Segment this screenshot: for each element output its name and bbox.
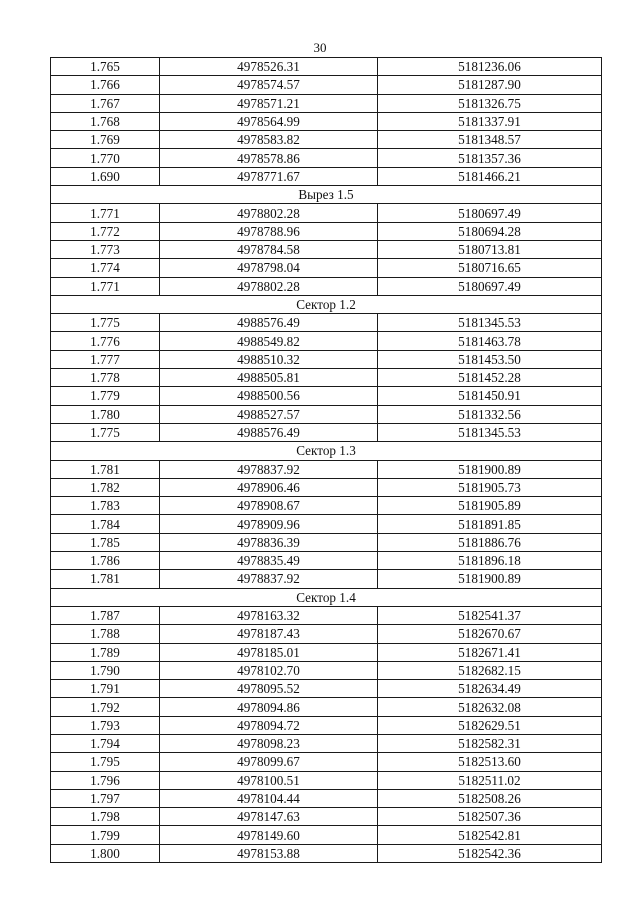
x-coordinate-cell: 4978909.96 — [160, 515, 378, 533]
point-id-cell: 1.783 — [51, 497, 160, 515]
y-coordinate-cell: 5181905.73 — [378, 478, 602, 496]
x-coordinate-cell: 4978147.63 — [160, 808, 378, 826]
point-id-cell: 1.771 — [51, 204, 160, 222]
x-coordinate-cell: 4978908.67 — [160, 497, 378, 515]
y-coordinate-cell: 5181345.53 — [378, 423, 602, 441]
page-number: 30 — [313, 40, 327, 55]
table-row — [51, 204, 602, 222]
table-row — [51, 94, 602, 112]
x-coordinate-cell: 4978802.28 — [160, 277, 378, 295]
x-coordinate-cell: 4978583.82 — [160, 131, 378, 149]
y-coordinate-cell: 5182671.41 — [378, 643, 602, 661]
coordinates-table-body — [51, 58, 602, 863]
table-row — [51, 515, 602, 533]
x-coordinate-cell: 4988510.32 — [160, 350, 378, 368]
point-id-cell: 1.779 — [51, 387, 160, 405]
point-id-cell: 1.798 — [51, 808, 160, 826]
table-row — [51, 844, 602, 862]
point-id-cell: 1.800 — [51, 844, 160, 862]
x-coordinate-cell: 4978526.31 — [160, 58, 378, 76]
point-id-cell: 1.785 — [51, 533, 160, 551]
point-id-cell: 1.770 — [51, 149, 160, 167]
point-id-cell: 1.794 — [51, 734, 160, 752]
y-coordinate-cell: 5182632.08 — [378, 698, 602, 716]
table-row — [51, 131, 602, 149]
table-row — [51, 277, 602, 295]
x-coordinate-cell: 4988576.49 — [160, 314, 378, 332]
y-coordinate-cell: 5182541.37 — [378, 606, 602, 624]
section-title: Сектор 1.3 — [51, 442, 602, 460]
table-row — [51, 167, 602, 185]
x-coordinate-cell: 4978099.67 — [160, 753, 378, 771]
point-id-cell: 1.797 — [51, 789, 160, 807]
point-id-cell: 1.791 — [51, 680, 160, 698]
y-coordinate-cell: 5181332.56 — [378, 405, 602, 423]
table-row — [51, 661, 602, 679]
table-row — [51, 405, 602, 423]
y-coordinate-cell: 5182670.67 — [378, 625, 602, 643]
y-coordinate-cell: 5182582.31 — [378, 734, 602, 752]
point-id-cell: 1.787 — [51, 606, 160, 624]
table-row — [51, 808, 602, 826]
y-coordinate-cell: 5182511.02 — [378, 771, 602, 789]
y-coordinate-cell: 5182542.81 — [378, 826, 602, 844]
table-row — [51, 240, 602, 258]
table-row — [51, 625, 602, 643]
point-id-cell: 1.776 — [51, 332, 160, 350]
point-id-cell: 1.769 — [51, 131, 160, 149]
point-id-cell: 1.795 — [51, 753, 160, 771]
point-id-cell: 1.799 — [51, 826, 160, 844]
point-id-cell: 1.784 — [51, 515, 160, 533]
y-coordinate-cell: 5182513.60 — [378, 753, 602, 771]
point-id-cell: 1.775 — [51, 314, 160, 332]
table-row — [51, 369, 602, 387]
table-row — [51, 423, 602, 441]
table-row — [51, 716, 602, 734]
point-id-cell: 1.778 — [51, 369, 160, 387]
x-coordinate-cell: 4978574.57 — [160, 76, 378, 94]
y-coordinate-cell: 5181450.91 — [378, 387, 602, 405]
point-id-cell: 1.789 — [51, 643, 160, 661]
point-id-cell: 1.775 — [51, 423, 160, 441]
table-row — [51, 478, 602, 496]
table-row — [51, 643, 602, 661]
x-coordinate-cell: 4978163.32 — [160, 606, 378, 624]
x-coordinate-cell: 4978185.01 — [160, 643, 378, 661]
x-coordinate-cell: 4988527.57 — [160, 405, 378, 423]
table-row — [51, 76, 602, 94]
point-id-cell: 1.772 — [51, 222, 160, 240]
point-id-cell: 1.790 — [51, 661, 160, 679]
y-coordinate-cell: 5181463.78 — [378, 332, 602, 350]
x-coordinate-cell: 4988576.49 — [160, 423, 378, 441]
y-coordinate-cell: 5180694.28 — [378, 222, 602, 240]
y-coordinate-cell: 5181337.91 — [378, 112, 602, 130]
table-row — [51, 552, 602, 570]
section-title: Сектор 1.4 — [51, 588, 602, 606]
table-row — [51, 606, 602, 624]
point-id-cell: 1.781 — [51, 570, 160, 588]
x-coordinate-cell: 4978104.44 — [160, 789, 378, 807]
coordinates-table — [50, 57, 602, 863]
y-coordinate-cell: 5181348.57 — [378, 131, 602, 149]
table-row — [51, 570, 602, 588]
x-coordinate-cell: 4978094.86 — [160, 698, 378, 716]
point-id-cell: 1.774 — [51, 259, 160, 277]
y-coordinate-cell: 5182508.26 — [378, 789, 602, 807]
y-coordinate-cell: 5181886.76 — [378, 533, 602, 551]
point-id-cell: 1.768 — [51, 112, 160, 130]
x-coordinate-cell: 4988505.81 — [160, 369, 378, 387]
x-coordinate-cell: 4978837.92 — [160, 460, 378, 478]
table-row — [51, 350, 602, 368]
x-coordinate-cell: 4978802.28 — [160, 204, 378, 222]
x-coordinate-cell: 4978906.46 — [160, 478, 378, 496]
point-id-cell: 1.796 — [51, 771, 160, 789]
table-row — [51, 149, 602, 167]
table-row — [51, 58, 602, 76]
table-row — [51, 460, 602, 478]
y-coordinate-cell: 5181287.90 — [378, 76, 602, 94]
x-coordinate-cell: 4978094.72 — [160, 716, 378, 734]
point-id-cell: 1.782 — [51, 478, 160, 496]
point-id-cell: 1.690 — [51, 167, 160, 185]
table-row — [51, 222, 602, 240]
table-row — [51, 826, 602, 844]
point-id-cell: 1.792 — [51, 698, 160, 716]
point-id-cell: 1.788 — [51, 625, 160, 643]
y-coordinate-cell: 5181236.06 — [378, 58, 602, 76]
y-coordinate-cell: 5181466.21 — [378, 167, 602, 185]
y-coordinate-cell: 5181345.53 — [378, 314, 602, 332]
x-coordinate-cell: 4978100.51 — [160, 771, 378, 789]
table-row — [51, 387, 602, 405]
table-row — [51, 771, 602, 789]
x-coordinate-cell: 4978187.43 — [160, 625, 378, 643]
section-header-row — [51, 295, 602, 313]
x-coordinate-cell: 4978784.58 — [160, 240, 378, 258]
y-coordinate-cell: 5181900.89 — [378, 460, 602, 478]
y-coordinate-cell: 5180697.49 — [378, 277, 602, 295]
x-coordinate-cell: 4988500.56 — [160, 387, 378, 405]
table-row — [51, 698, 602, 716]
y-coordinate-cell: 5182507.36 — [378, 808, 602, 826]
table-row — [51, 259, 602, 277]
section-header-row — [51, 186, 602, 204]
table-row — [51, 112, 602, 130]
y-coordinate-cell: 5181896.18 — [378, 552, 602, 570]
x-coordinate-cell: 4978578.86 — [160, 149, 378, 167]
section-header-row — [51, 588, 602, 606]
table-row — [51, 314, 602, 332]
y-coordinate-cell: 5181905.89 — [378, 497, 602, 515]
point-id-cell: 1.793 — [51, 716, 160, 734]
table-row — [51, 497, 602, 515]
table-row — [51, 680, 602, 698]
point-id-cell: 1.781 — [51, 460, 160, 478]
y-coordinate-cell: 5182634.49 — [378, 680, 602, 698]
y-coordinate-cell: 5180713.81 — [378, 240, 602, 258]
point-id-cell: 1.767 — [51, 94, 160, 112]
x-coordinate-cell: 4978836.39 — [160, 533, 378, 551]
y-coordinate-cell: 5182682.15 — [378, 661, 602, 679]
section-title: Вырез 1.5 — [51, 186, 602, 204]
y-coordinate-cell: 5181326.75 — [378, 94, 602, 112]
x-coordinate-cell: 4978095.52 — [160, 680, 378, 698]
point-id-cell: 1.786 — [51, 552, 160, 570]
y-coordinate-cell: 5182542.36 — [378, 844, 602, 862]
table-row — [51, 789, 602, 807]
x-coordinate-cell: 4988549.82 — [160, 332, 378, 350]
point-id-cell: 1.773 — [51, 240, 160, 258]
point-id-cell: 1.780 — [51, 405, 160, 423]
x-coordinate-cell: 4978149.60 — [160, 826, 378, 844]
section-header-row — [51, 442, 602, 460]
x-coordinate-cell: 4978153.88 — [160, 844, 378, 862]
x-coordinate-cell: 4978798.04 — [160, 259, 378, 277]
table-row — [51, 734, 602, 752]
y-coordinate-cell: 5181900.89 — [378, 570, 602, 588]
point-id-cell: 1.771 — [51, 277, 160, 295]
table-row — [51, 332, 602, 350]
x-coordinate-cell: 4978788.96 — [160, 222, 378, 240]
y-coordinate-cell: 5181452.28 — [378, 369, 602, 387]
point-id-cell: 1.765 — [51, 58, 160, 76]
x-coordinate-cell: 4978571.21 — [160, 94, 378, 112]
section-title: Сектор 1.2 — [51, 295, 602, 313]
point-id-cell: 1.766 — [51, 76, 160, 94]
y-coordinate-cell: 5182629.51 — [378, 716, 602, 734]
y-coordinate-cell: 5180716.65 — [378, 259, 602, 277]
x-coordinate-cell: 4978771.67 — [160, 167, 378, 185]
table-row — [51, 533, 602, 551]
y-coordinate-cell: 5181453.50 — [378, 350, 602, 368]
x-coordinate-cell: 4978102.70 — [160, 661, 378, 679]
x-coordinate-cell: 4978564.99 — [160, 112, 378, 130]
point-id-cell: 1.777 — [51, 350, 160, 368]
y-coordinate-cell: 5180697.49 — [378, 204, 602, 222]
x-coordinate-cell: 4978835.49 — [160, 552, 378, 570]
x-coordinate-cell: 4978837.92 — [160, 570, 378, 588]
y-coordinate-cell: 5181891.85 — [378, 515, 602, 533]
x-coordinate-cell: 4978098.23 — [160, 734, 378, 752]
y-coordinate-cell: 5181357.36 — [378, 149, 602, 167]
table-row — [51, 753, 602, 771]
